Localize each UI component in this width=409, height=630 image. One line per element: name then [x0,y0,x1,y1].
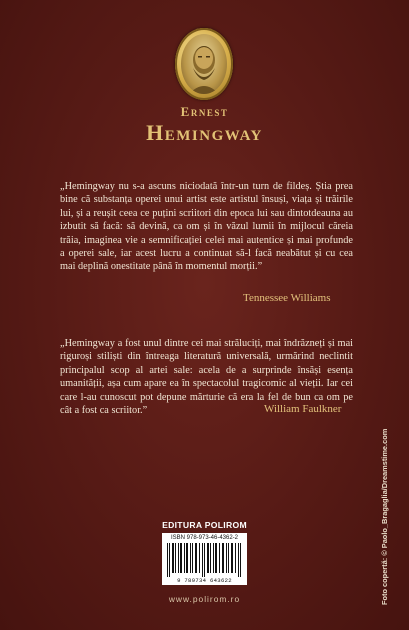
author-first-name: Ernest [180,104,229,119]
isbn-text: ISBN 978-973-46-4362-2 [170,535,239,541]
publisher-name: EDITURA POLIROM [162,520,247,530]
photo-credit: Foto copertă: © Paolo_Bragaglia/Dreamstime.com [380,428,389,605]
author-last-name: Hemingway [146,120,263,145]
quote-attribution: Tennessee Williams [243,292,331,304]
author-portrait [181,34,227,94]
publisher-website: www.polirom.ro [168,594,241,604]
quote-william-faulkner: „Hemingway a fost unul dintre cei mai străluciți, mai îndrăzneți și mai riguroși stiliști din întreaga literatură universală, urmărind neclintit principalul scop al artei sale: acela de a surprinde însăși esența umanității, așa cum apare ea în spectacolul tragicomic al vieții. Iar cei care l-au cunoscut pot depune mărturie că era la fel de bun ca om pe cât a fost ca scriitor.” [60,338,353,417]
author-portrait-medallion [175,28,233,100]
barcode-icon [166,543,243,579]
quote-attribution: William Faulkner [264,403,342,415]
barcode-label [162,533,247,585]
quote-tennessee-williams: „Hemingway nu s-a ascuns niciodată într-un turn de fildeș. Știa prea bine că substanța operei unui artist este artistul însuși, viața și trăirile lui, și a reușit ceea ce puțini scriitori din epoca lui sau dintotdeauna au izbutit să facă: să devină, ca om și în văzul lumii în mijlocul căreia trăia, imaginea vie a semnificației celei mai autentice și mai profunde a operei sale, iar acest lucru a continuat să-l facă neabătut și cu cea mai deplină onestitate până în momentul morții.” [60,181,353,273]
barcode-digits: 9 789734 643622 [177,577,232,584]
portrait-illustration [181,34,227,94]
